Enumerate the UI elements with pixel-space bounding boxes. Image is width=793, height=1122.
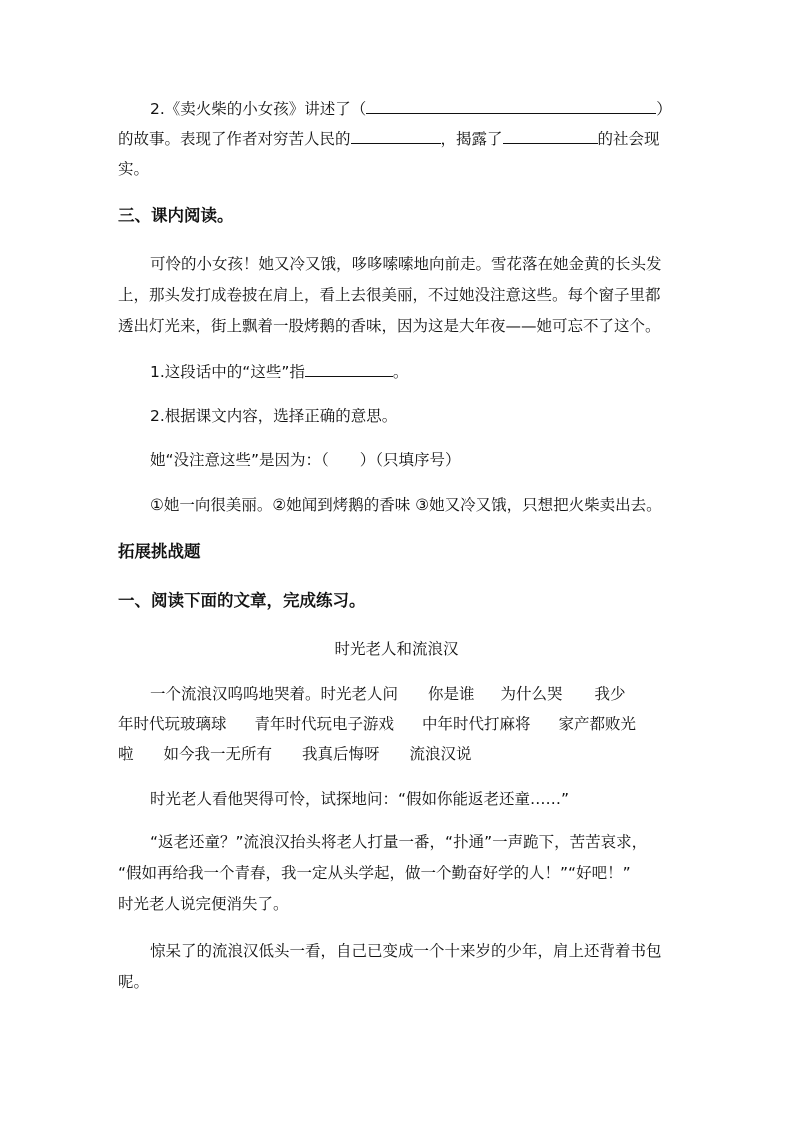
answer-blank[interactable] <box>305 360 393 377</box>
question-1: 1.这段话中的“这些”指 。 <box>150 360 710 383</box>
q2-line-3: 实。 <box>118 160 150 178</box>
story-paragraph-4-line: 呢。 <box>118 973 150 991</box>
question-2: 2.根据课文内容，选择正确的意思。 <box>150 407 398 425</box>
question-2-options: ①她一向很美丽。②她闻到烤鹅的香味 ③她又冷又饿，只想把火柴卖出去。 <box>150 496 662 514</box>
story-title: 时光老人和流浪汉 <box>334 640 459 658</box>
extension-heading: 拓展挑战题 <box>118 542 201 561</box>
passage-line: 透出灯光来，街上飘着一股烤鹅的香味，因为这是大年夜——她可忘不了这个。 <box>118 317 661 335</box>
q2-line-2: 的故事。表现了作者对穷苦人民的 ，揭露了 的社会现 <box>118 127 678 150</box>
answer-blank[interactable] <box>366 97 656 114</box>
q2-line-1: 2.《卖火柴的小女孩》讲述了（ ） <box>150 97 710 120</box>
extension-sub-heading: 一、阅读下面的文章，完成练习。 <box>118 591 366 610</box>
story-paragraph-1-line-3: 啦 如今我一无所有 我真后悔呀 流浪汉说 <box>118 745 472 763</box>
story-paragraph-2: 时光老人看他哭得可怜，试探地问：“假如你能返老还童……” <box>150 790 570 808</box>
answer-blank[interactable] <box>503 127 598 144</box>
story-paragraph-4-line: 惊呆了的流浪汉低头一看，自己已变成一个十来岁的少年，肩上还背着书包 <box>150 942 662 960</box>
passage-line: 上，那头发打成卷披在肩上，看上去很美丽，不过她没注意这些。每个窗子里都 <box>118 286 661 304</box>
question-2-prompt: 她“没注意这些”是因为：（ ）（只填序号） <box>150 451 461 469</box>
story-paragraph-3-line: 时光老人说完便消失了。 <box>118 895 289 913</box>
story-paragraph-3-line: “返老还童？”流浪汉抬头将老人打量一番，“扑通”一声跪下，苦苦哀求， <box>150 833 648 851</box>
passage-line: 可怜的小女孩！她又冷又饿，哆哆嗦嗦地向前走。雪花落在她金黄的长头发 <box>150 255 662 273</box>
story-paragraph-1-line-1: 一个流浪汉呜呜地哭着。时光老人问 你是谁 为什么哭 我少 <box>150 685 626 703</box>
story-paragraph-3-line: “假如再给我一个青春，我一定从头学起，做一个勤奋好学的人！”“好吧！” <box>118 864 631 882</box>
answer-blank[interactable] <box>351 127 441 144</box>
section-heading: 三、课内阅读。 <box>118 206 234 225</box>
story-paragraph-1-line-2: 年时代玩玻璃球 青年时代玩电子游戏 中年时代打麻将 家产都败光 <box>118 715 637 733</box>
